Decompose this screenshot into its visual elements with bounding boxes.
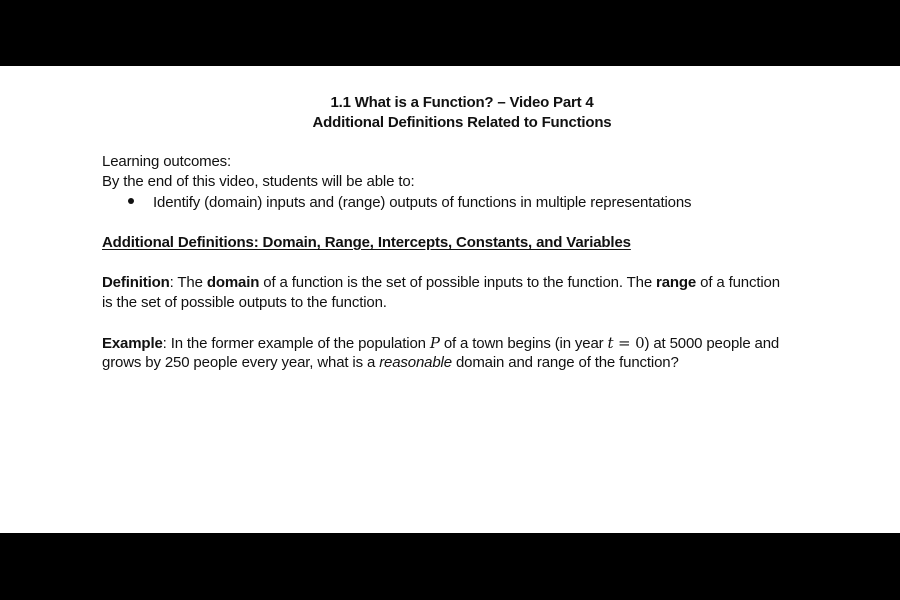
example-label: Example <box>102 335 163 352</box>
definition-line-2: is the set of possible outputs to the function. <box>102 294 387 311</box>
outcome-list-item <box>128 194 691 211</box>
document-slide <box>0 66 900 533</box>
learning-outcomes-label: Learning outcomes: <box>102 153 232 170</box>
example-text: ) at 5000 people and <box>644 335 780 352</box>
definition-text: of a function is the set of possible inputs to the function. The <box>259 274 657 291</box>
document-subtitle: Additional Definitions Related to Functions <box>312 114 612 131</box>
equation-value: = 0 <box>613 334 645 352</box>
outcome-text: Identify (domain) inputs and (range) outputs of functions in multiple representations <box>153 194 692 211</box>
term-range: range <box>656 274 697 291</box>
example-text: : In the former example of the population <box>162 335 430 352</box>
example-text: domain and range of the function? <box>451 354 679 371</box>
variable-t: t <box>607 334 614 352</box>
definition-text: : The <box>169 274 207 291</box>
example-line-2 <box>102 354 679 371</box>
variable-p: P <box>429 334 440 352</box>
example-text: of a town begins (in year <box>439 335 608 352</box>
section-heading: Additional Definitions: Domain, Range, Intercepts, Constants, and Variables <box>102 234 631 251</box>
intro-sentence: By the end of this video, students will be able to: <box>102 173 415 190</box>
bullet-icon <box>128 198 134 204</box>
example-text: grows by 250 people every year, what is a <box>102 354 380 371</box>
emphasis-reasonable: reasonable <box>379 354 452 371</box>
term-domain: domain <box>206 274 260 291</box>
document-title: 1.1 What is a Function? – Video Part 4 <box>330 94 594 111</box>
definition-text: of a function <box>696 274 780 291</box>
definition-line-1 <box>102 274 780 291</box>
example-line-1 <box>102 334 779 352</box>
definition-label: Definition <box>102 274 170 291</box>
